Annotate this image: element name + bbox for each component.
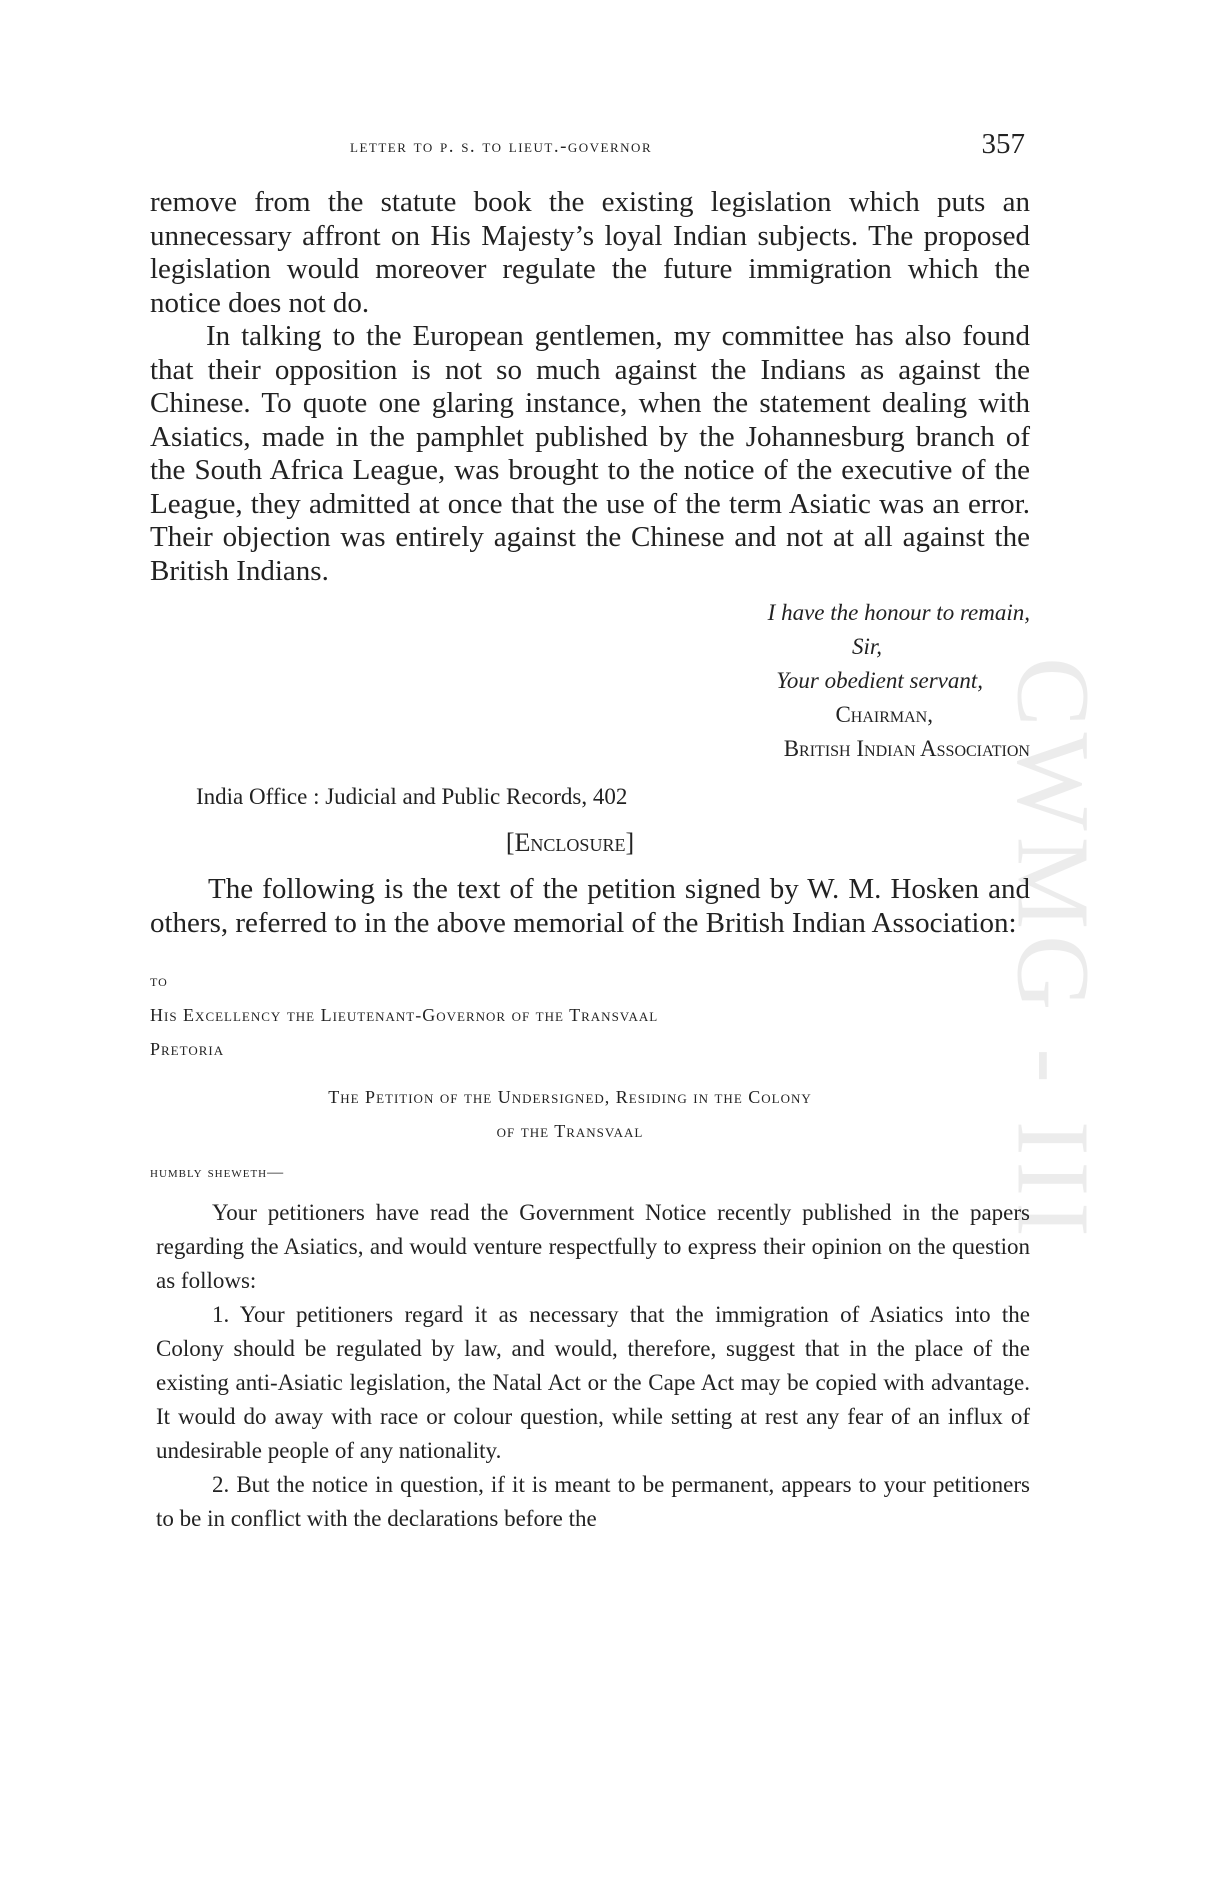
paragraph: In talking to the European gentlemen, my committee has also found that their opposition is not so much against the Indians as against the Chinese. To quote one glaring instance, when the statement dealing with Asiatics, made in the pamphlet published by the Johannesburg branch of the South Africa League, was brought to the notice of the executive of the League, they admitted at once that the use of the term Asiatic was an error. Their objection was entirely against the Chinese and not at all against the British Indians. [150, 320, 1030, 587]
letter-closing [150, 596, 1030, 766]
page-header [150, 128, 1030, 168]
petition-paragraph: 2. But the notice in question, if it is meant to be permanent, appears to your petitioners to be in conflict with the declarations before the [156, 1472, 1030, 1531]
address-block [150, 964, 1030, 1066]
closing-line: Sir, [851, 634, 882, 659]
watermark-text: CWMG - III [995, 657, 1111, 1243]
humbly-sheweth: humbly sheweth— [150, 1164, 285, 1181]
address-to: to [150, 971, 168, 990]
letter-body [150, 186, 1030, 588]
petition-paragraph: Your petitioners have read the Government Notice recently published in the papers regarding the Asiatics, and would venture respectfully to express their opinion on the question as follows: [156, 1200, 1030, 1293]
petition-paragraph: 1. Your petitioners regard it as necessary that the immigration of Asiatics into the Colony should be regulated by law, and would, therefore, suggest that in the place of the existing anti-Asiatic legislation, the Natal Act or the Cape Act may be copied with advantage. It would do away with race or colour question, while setting at rest any fear of an influx of undesirable people of any nationality. [156, 1302, 1030, 1463]
page-number: 357 [981, 128, 1025, 160]
enclosure-heading: [Enclosure] [505, 828, 635, 857]
petition-title [150, 1080, 1030, 1148]
petition-body [150, 1196, 1030, 1536]
enclosure-intro: The following is the text of the petition signed by W. M. Hosken and others, referred to in the above memorial of the British Indian Association: [150, 873, 1030, 939]
title-line: of the Transvaal [496, 1121, 644, 1141]
closing-line: Your obedient servant, [776, 668, 983, 693]
page [150, 128, 1030, 1536]
running-head: letter to p. s. to lieut.-governor [350, 136, 653, 157]
source-citation: India Office : Judicial and Public Records, 402 [196, 784, 628, 809]
address-line: Pretoria [150, 1039, 225, 1059]
signatory-title: Chairman, [835, 702, 933, 727]
closing-line: I have the honour to remain, [767, 600, 1030, 625]
signatory-organization: British Indian Association [783, 736, 1030, 761]
address-line: His Excellency the Lieutenant-Governor of the Transvaal [150, 1005, 659, 1025]
paragraph: remove from the statute book the existing legislation which puts an unnecessary affront on His Majesty’s loyal Indian subjects. The proposed legislation would moreover regulate the future immigration which the notice does not do. [150, 186, 1030, 319]
title-line: The Petition of the Undersigned, Residing in the Colony [328, 1087, 812, 1107]
